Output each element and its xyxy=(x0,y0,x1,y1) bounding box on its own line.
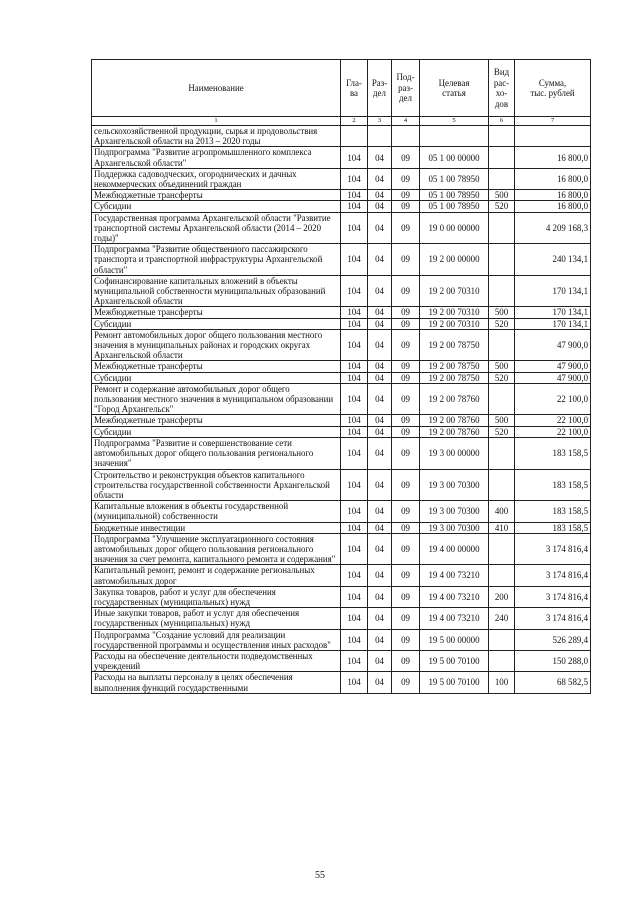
row-name: Межбюджетные трансферты xyxy=(92,307,341,318)
row-chapter: 104 xyxy=(341,426,368,437)
row-expense-type xyxy=(489,168,515,189)
row-section: 04 xyxy=(368,244,392,276)
table-row xyxy=(92,318,591,329)
table-row xyxy=(92,608,591,629)
row-amount: 16 800,0 xyxy=(515,168,591,189)
row-expense-type xyxy=(489,244,515,276)
row-name: Субсидии xyxy=(92,372,341,383)
row-section: 04 xyxy=(368,565,392,586)
document-page xyxy=(91,59,590,694)
row-chapter: 104 xyxy=(341,372,368,383)
row-expense-type xyxy=(489,212,515,244)
row-expense-type: 520 xyxy=(489,372,515,383)
row-amount: 183 158,5 xyxy=(515,501,591,522)
row-chapter: 104 xyxy=(341,629,368,650)
row-target-article: 19 2 00 78760 xyxy=(420,415,489,426)
row-expense-type: 100 xyxy=(489,672,515,693)
row-section: 04 xyxy=(368,318,392,329)
header-amount: Сумма, тыс. рублей xyxy=(515,60,591,117)
header-section: Раз- дел xyxy=(368,60,392,117)
row-target-article: 19 5 00 70100 xyxy=(420,672,489,693)
table-row xyxy=(92,361,591,372)
row-expense-type: 240 xyxy=(489,608,515,629)
row-target-article: 19 2 00 00000 xyxy=(420,244,489,276)
row-chapter: 104 xyxy=(341,168,368,189)
row-section: 04 xyxy=(368,383,392,415)
row-name: Подпрограмма "Развитие агропромышленного комплекса Архангельской области" xyxy=(92,147,341,168)
row-expense-type xyxy=(489,629,515,650)
row-section: 04 xyxy=(368,147,392,168)
row-target-article: 19 2 00 70310 xyxy=(420,318,489,329)
row-section: 04 xyxy=(368,437,392,469)
row-subsection: 09 xyxy=(392,437,420,469)
table-row xyxy=(92,415,591,426)
row-section: 04 xyxy=(368,275,392,307)
row-section: 04 xyxy=(368,415,392,426)
row-subsection: 09 xyxy=(392,629,420,650)
row-expense-type: 400 xyxy=(489,501,515,522)
row-name: Капитальные вложения в объекты государственной (муниципальной) собственности xyxy=(92,501,341,522)
row-target-article: 05 1 00 78950 xyxy=(420,201,489,212)
row-subsection: 09 xyxy=(392,212,420,244)
table-row xyxy=(92,533,591,565)
table-row xyxy=(92,469,591,501)
row-amount: 47 900,0 xyxy=(515,329,591,361)
row-expense-type xyxy=(489,329,515,361)
table-row xyxy=(92,244,591,276)
row-expense-type xyxy=(489,533,515,565)
row-subsection: 09 xyxy=(392,147,420,168)
table-row xyxy=(92,307,591,318)
table-row xyxy=(92,383,591,415)
row-amount: 47 900,0 xyxy=(515,361,591,372)
row-section: 04 xyxy=(368,672,392,693)
column-number: 7 xyxy=(515,117,591,126)
table-row xyxy=(92,201,591,212)
row-target-article: 05 1 00 78950 xyxy=(420,168,489,189)
row-target-article: 19 5 00 00000 xyxy=(420,629,489,650)
row-expense-type: 200 xyxy=(489,586,515,607)
table-row xyxy=(92,126,591,147)
row-amount: 170 134,1 xyxy=(515,275,591,307)
table-body xyxy=(92,126,591,694)
row-chapter: 104 xyxy=(341,361,368,372)
table-row xyxy=(92,168,591,189)
row-name: Строительство и реконструкция объектов капитального строительства государственной собственности Архангельской области xyxy=(92,469,341,501)
row-name: Субсидии xyxy=(92,318,341,329)
row-subsection: 09 xyxy=(392,586,420,607)
column-number: 4 xyxy=(392,117,420,126)
row-amount: 68 582,5 xyxy=(515,672,591,693)
header-target: Целевая статья xyxy=(420,60,489,117)
row-target-article: 19 3 00 70300 xyxy=(420,522,489,533)
row-target-article: 19 3 00 70300 xyxy=(420,501,489,522)
row-amount xyxy=(515,126,591,147)
table-row xyxy=(92,522,591,533)
row-name: Подпрограмма "Создание условий для реализации государственной программы и осуществления иных расходов" xyxy=(92,629,341,650)
row-name: Расходы на обеспечение деятельности подведомственных учреждений xyxy=(92,650,341,671)
row-name: Закупка товаров, работ и услуг для обеспечения государственных (муниципальных) нужд xyxy=(92,586,341,607)
row-chapter: 104 xyxy=(341,190,368,201)
row-amount: 22 100,0 xyxy=(515,383,591,415)
row-chapter xyxy=(341,126,368,147)
row-subsection: 09 xyxy=(392,522,420,533)
row-section: 04 xyxy=(368,212,392,244)
row-section: 04 xyxy=(368,426,392,437)
row-expense-type: 500 xyxy=(489,361,515,372)
column-number: 1 xyxy=(92,117,341,126)
row-chapter: 104 xyxy=(341,201,368,212)
row-chapter: 104 xyxy=(341,469,368,501)
row-amount: 47 900,0 xyxy=(515,372,591,383)
row-section: 04 xyxy=(368,650,392,671)
row-subsection: 09 xyxy=(392,650,420,671)
header-subsection: Под- раз- дел xyxy=(392,60,420,117)
row-subsection: 09 xyxy=(392,275,420,307)
row-subsection: 09 xyxy=(392,608,420,629)
row-chapter: 104 xyxy=(341,672,368,693)
row-chapter: 104 xyxy=(341,501,368,522)
header-name: Наименование xyxy=(92,60,341,117)
table-row xyxy=(92,275,591,307)
table-row xyxy=(92,565,591,586)
row-target-article: 19 2 00 70310 xyxy=(420,307,489,318)
row-chapter: 104 xyxy=(341,608,368,629)
row-subsection: 09 xyxy=(392,533,420,565)
row-chapter: 104 xyxy=(341,533,368,565)
row-subsection: 09 xyxy=(392,501,420,522)
row-subsection: 09 xyxy=(392,565,420,586)
table-row xyxy=(92,426,591,437)
row-name: Подпрограмма "Улучшение эксплуатационного состояния автомобильных дорог общего пользования регионального значения за счет ремонта, капитального ремонта и содержания" xyxy=(92,533,341,565)
row-section: 04 xyxy=(368,361,392,372)
table-row xyxy=(92,329,591,361)
table-row xyxy=(92,629,591,650)
page-number: 55 xyxy=(315,870,325,881)
row-expense-type: 520 xyxy=(489,318,515,329)
row-amount: 150 288,0 xyxy=(515,650,591,671)
row-expense-type: 520 xyxy=(489,201,515,212)
column-number: 6 xyxy=(489,117,515,126)
table-row xyxy=(92,190,591,201)
row-chapter: 104 xyxy=(341,329,368,361)
row-subsection: 09 xyxy=(392,329,420,361)
row-name: Государственная программа Архангельской области "Развитие транспортной системы Архангельской области (2014 – 2020 годы)" xyxy=(92,212,341,244)
row-chapter: 104 xyxy=(341,244,368,276)
row-section: 04 xyxy=(368,469,392,501)
row-chapter: 104 xyxy=(341,318,368,329)
table-row xyxy=(92,212,591,244)
row-chapter: 104 xyxy=(341,212,368,244)
row-name: Ремонт автомобильных дорог общего пользования местного значения в муниципальных районах и городских округах Архангельской области xyxy=(92,329,341,361)
row-expense-type xyxy=(489,469,515,501)
table-row xyxy=(92,586,591,607)
row-amount: 16 800,0 xyxy=(515,190,591,201)
row-subsection: 09 xyxy=(392,361,420,372)
row-target-article: 19 4 00 73210 xyxy=(420,586,489,607)
row-expense-type xyxy=(489,437,515,469)
row-subsection: 09 xyxy=(392,426,420,437)
row-expense-type xyxy=(489,147,515,168)
row-target-article: 19 2 00 78750 xyxy=(420,329,489,361)
row-amount: 16 800,0 xyxy=(515,147,591,168)
row-section: 04 xyxy=(368,522,392,533)
row-amount: 16 800,0 xyxy=(515,201,591,212)
row-subsection: 09 xyxy=(392,415,420,426)
row-target-article: 19 0 00 00000 xyxy=(420,212,489,244)
row-amount: 4 209 168,3 xyxy=(515,212,591,244)
row-subsection: 09 xyxy=(392,383,420,415)
row-subsection: 09 xyxy=(392,307,420,318)
row-subsection: 09 xyxy=(392,372,420,383)
row-target-article: 19 2 00 78760 xyxy=(420,383,489,415)
row-name: Расходы на выплаты персоналу в целях обеспечения выполнения функций государственными xyxy=(92,672,341,693)
row-amount: 22 100,0 xyxy=(515,415,591,426)
row-chapter: 104 xyxy=(341,522,368,533)
row-expense-type xyxy=(489,126,515,147)
row-name: Подпрограмма "Развитие и совершенствование сети автомобильных дорог общего пользования регионального значения" xyxy=(92,437,341,469)
row-target-article: 19 2 00 78760 xyxy=(420,426,489,437)
row-amount: 183 158,5 xyxy=(515,469,591,501)
row-expense-type xyxy=(489,383,515,415)
table-row xyxy=(92,437,591,469)
row-amount: 3 174 816,4 xyxy=(515,608,591,629)
table-row xyxy=(92,501,591,522)
header-chapter: Гла- ва xyxy=(341,60,368,117)
row-name: Подпрограмма "Развитие общественного пассажирского транспорта и транспортной инфраструктуры Архангельской области" xyxy=(92,244,341,276)
row-subsection: 09 xyxy=(392,244,420,276)
row-section: 04 xyxy=(368,307,392,318)
row-name: Бюджетные инвестиции xyxy=(92,522,341,533)
row-target-article: 19 4 00 73210 xyxy=(420,565,489,586)
row-subsection: 09 xyxy=(392,190,420,201)
budget-table xyxy=(91,59,591,694)
row-amount: 3 174 816,4 xyxy=(515,565,591,586)
row-expense-type: 500 xyxy=(489,307,515,318)
row-section xyxy=(368,126,392,147)
row-section: 04 xyxy=(368,201,392,212)
row-chapter: 104 xyxy=(341,565,368,586)
table-row xyxy=(92,650,591,671)
row-subsection: 09 xyxy=(392,201,420,212)
row-chapter: 104 xyxy=(341,147,368,168)
row-target-article: 05 1 00 00000 xyxy=(420,147,489,168)
header-expense-type: Вид рас- хо- дов xyxy=(489,60,515,117)
row-chapter: 104 xyxy=(341,415,368,426)
row-expense-type: 500 xyxy=(489,415,515,426)
table-row xyxy=(92,372,591,383)
row-target-article: 05 1 00 78950 xyxy=(420,190,489,201)
row-target-article: 19 2 00 78750 xyxy=(420,372,489,383)
row-target-article: 19 3 00 00000 xyxy=(420,437,489,469)
row-target-article: 19 4 00 00000 xyxy=(420,533,489,565)
row-name: Капитальный ремонт, ремонт и содержание региональных автомобильных дорог xyxy=(92,565,341,586)
row-chapter: 104 xyxy=(341,307,368,318)
row-amount: 3 174 816,4 xyxy=(515,586,591,607)
row-section: 04 xyxy=(368,586,392,607)
row-target-article: 19 3 00 70300 xyxy=(420,469,489,501)
column-number: 3 xyxy=(368,117,392,126)
row-subsection: 09 xyxy=(392,469,420,501)
row-amount: 240 134,1 xyxy=(515,244,591,276)
table-header-row xyxy=(92,60,591,117)
row-target-article xyxy=(420,126,489,147)
row-section: 04 xyxy=(368,372,392,383)
row-target-article: 19 4 00 73210 xyxy=(420,608,489,629)
row-target-article: 19 5 00 70100 xyxy=(420,650,489,671)
row-chapter: 104 xyxy=(341,586,368,607)
row-subsection: 09 xyxy=(392,168,420,189)
row-amount: 183 158,5 xyxy=(515,522,591,533)
row-name: Межбюджетные трансферты xyxy=(92,415,341,426)
row-section: 04 xyxy=(368,629,392,650)
row-expense-type: 410 xyxy=(489,522,515,533)
row-expense-type xyxy=(489,565,515,586)
row-section: 04 xyxy=(368,608,392,629)
row-target-article: 19 2 00 70310 xyxy=(420,275,489,307)
column-number: 2 xyxy=(341,117,368,126)
row-amount: 22 100,0 xyxy=(515,426,591,437)
row-amount: 183 158,5 xyxy=(515,437,591,469)
row-expense-type: 520 xyxy=(489,426,515,437)
row-chapter: 104 xyxy=(341,275,368,307)
row-name: Межбюджетные трансферты xyxy=(92,361,341,372)
row-expense-type xyxy=(489,275,515,307)
row-amount: 526 289,4 xyxy=(515,629,591,650)
row-subsection: 09 xyxy=(392,672,420,693)
row-subsection xyxy=(392,126,420,147)
row-section: 04 xyxy=(368,329,392,361)
row-expense-type xyxy=(489,650,515,671)
row-section: 04 xyxy=(368,168,392,189)
row-name: Межбюджетные трансферты xyxy=(92,190,341,201)
row-chapter: 104 xyxy=(341,383,368,415)
row-chapter: 104 xyxy=(341,437,368,469)
column-number: 5 xyxy=(420,117,489,126)
row-subsection: 09 xyxy=(392,318,420,329)
row-name: Ремонт и содержание автомобильных дорог общего пользования местного значения в муниципальном образовании "Город Архангельск" xyxy=(92,383,341,415)
row-amount: 170 134,1 xyxy=(515,318,591,329)
column-number-row xyxy=(92,117,591,126)
row-name: Субсидии xyxy=(92,201,341,212)
row-section: 04 xyxy=(368,533,392,565)
row-name: Субсидии xyxy=(92,426,341,437)
row-section: 04 xyxy=(368,501,392,522)
table-row xyxy=(92,147,591,168)
row-section: 04 xyxy=(368,190,392,201)
row-name: сельскохозяйственной продукции, сырья и продовольствия Архангельской области на 2013 – 2020 годы xyxy=(92,126,341,147)
table-row xyxy=(92,672,591,693)
row-chapter: 104 xyxy=(341,650,368,671)
row-name: Софинансирование капитальных вложений в объекты муниципальной собственности муниципальных образований Архангельской области xyxy=(92,275,341,307)
row-amount: 3 174 816,4 xyxy=(515,533,591,565)
row-expense-type: 500 xyxy=(489,190,515,201)
row-name: Поддержка садоводческих, огороднических и дачных некоммерческих объединений граждан xyxy=(92,168,341,189)
row-amount: 170 134,1 xyxy=(515,307,591,318)
row-name: Иные закупки товаров, работ и услуг для обеспечения государственных (муниципальных) нужд xyxy=(92,608,341,629)
row-target-article: 19 2 00 78750 xyxy=(420,361,489,372)
